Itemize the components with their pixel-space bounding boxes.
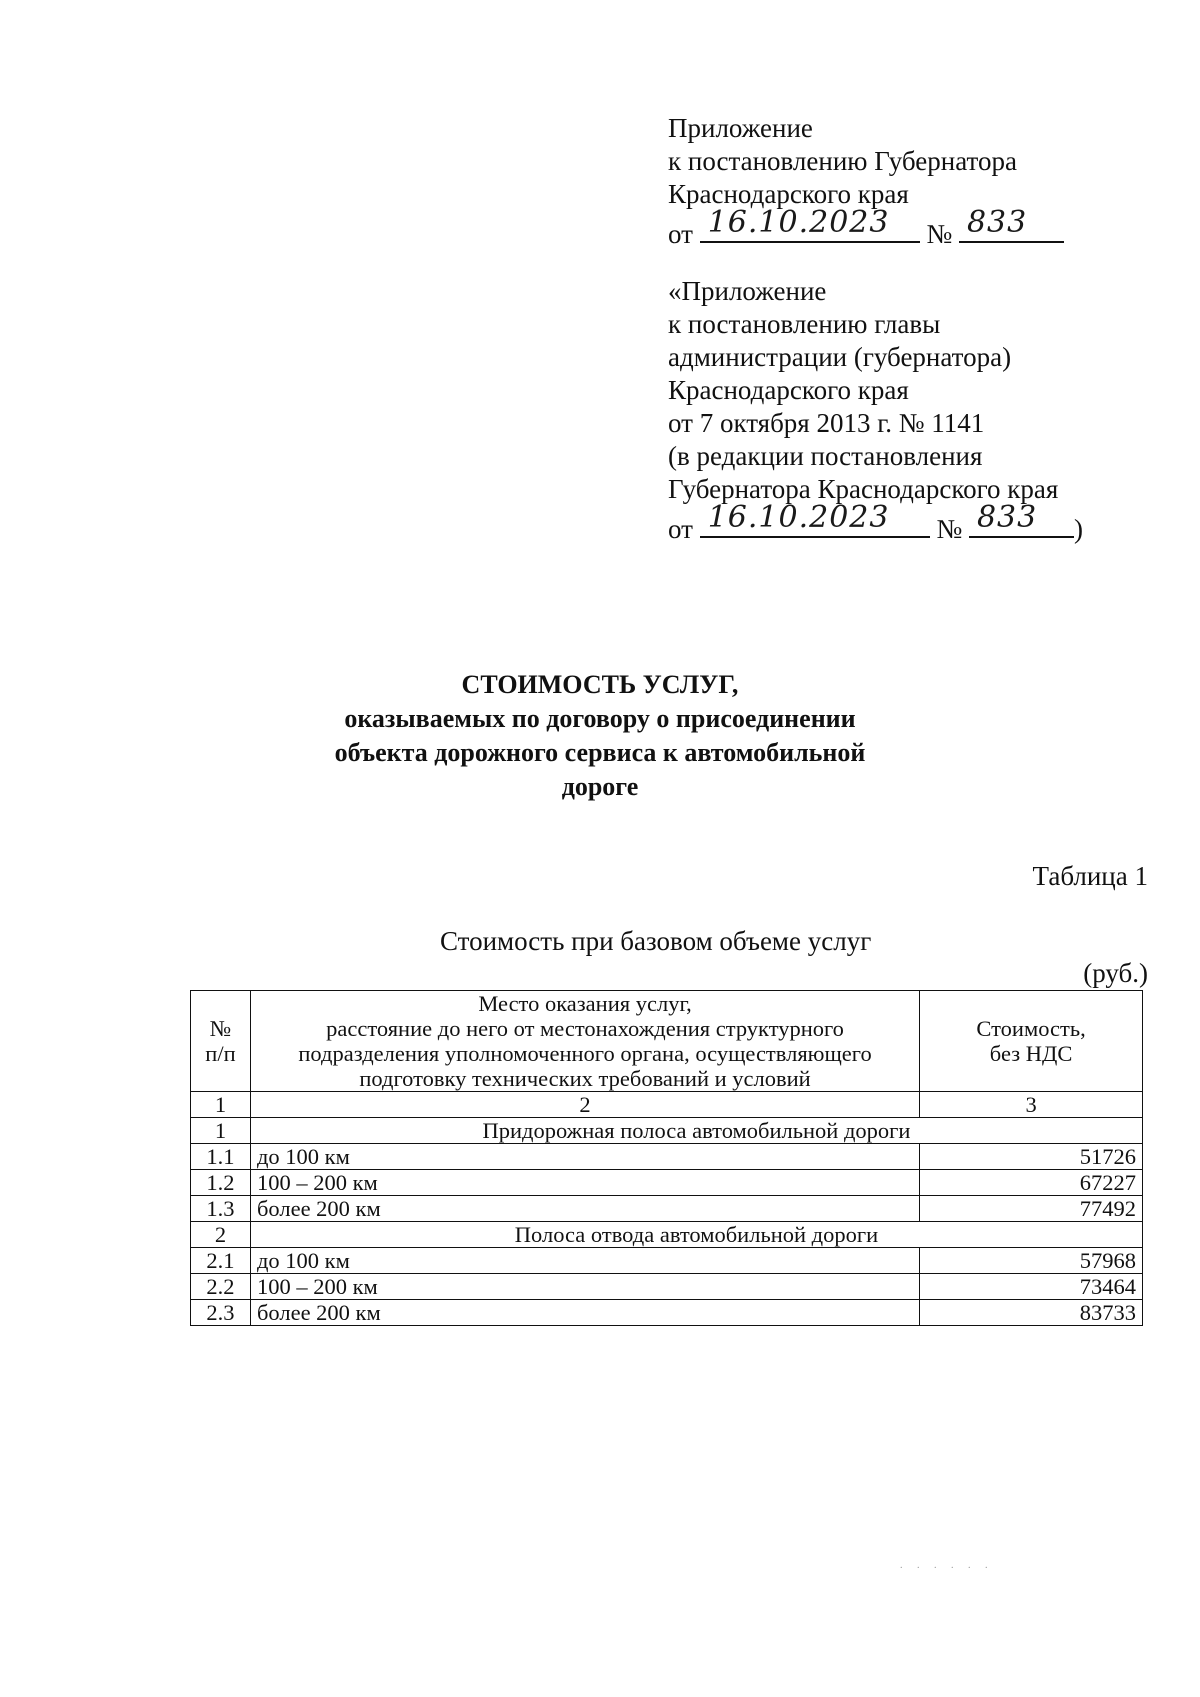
header-num: № п/п — [191, 991, 251, 1092]
column-number: 3 — [920, 1092, 1143, 1118]
appendix-line: администрации (губернатора) — [668, 342, 1012, 372]
table-row — [191, 1274, 1143, 1300]
table-row — [191, 1196, 1143, 1222]
header-cost: Стоимость, без НДС — [920, 991, 1143, 1092]
row-cost: 77492 — [920, 1196, 1143, 1222]
row-number: 2.3 — [191, 1300, 251, 1326]
number-underline — [959, 205, 1064, 243]
column-numbers-row — [191, 1092, 1143, 1118]
column-number: 2 — [250, 1092, 919, 1118]
table-row — [191, 1248, 1143, 1274]
date-underline — [700, 500, 930, 538]
row-cost: 83733 — [920, 1300, 1143, 1326]
row-cost: 51726 — [920, 1144, 1143, 1170]
row-number: 2.2 — [191, 1274, 251, 1300]
table-caption: Стоимость при базовом объеме услуг — [440, 926, 872, 956]
appendix-line: Губернатора Краснодарского края — [668, 474, 1059, 504]
section-row — [191, 1222, 1143, 1248]
row-place: до 100 км — [250, 1248, 919, 1274]
row-place: 100 – 200 км — [250, 1170, 919, 1196]
table-row — [191, 1300, 1143, 1326]
row-number: 1.2 — [191, 1170, 251, 1196]
row-place: до 100 км — [250, 1144, 919, 1170]
row-place: более 200 км — [250, 1300, 919, 1326]
unit-label: (руб.) — [1083, 958, 1148, 988]
handwritten-date: 16.10.2023 — [707, 500, 890, 535]
row-cost: 57968 — [920, 1248, 1143, 1274]
row-place: более 200 км — [250, 1196, 919, 1222]
column-number: 1 — [191, 1092, 251, 1118]
scan-noise: . . . . . . — [900, 1560, 994, 1571]
appendix-date-line — [668, 500, 1083, 546]
table-header-row — [191, 991, 1143, 1092]
appendix-date-line — [668, 205, 1064, 251]
document-title: СТОИМОСТЬ УСЛУГ, — [461, 670, 739, 699]
cost-table — [190, 990, 1143, 1326]
section-title: Придорожная полоса автомобильной дороги — [250, 1118, 1142, 1144]
section-number: 2 — [191, 1222, 251, 1248]
row-cost: 67227 — [920, 1170, 1143, 1196]
date-prefix: от — [668, 219, 693, 249]
table-row — [191, 1144, 1143, 1170]
row-number: 1.3 — [191, 1196, 251, 1222]
table-label: Таблица 1 — [1032, 861, 1148, 891]
row-number: 2.1 — [191, 1248, 251, 1274]
number-sign: № — [936, 514, 963, 544]
appendix-heading: «Приложение — [668, 276, 827, 306]
document-subtitle-line: дороге — [561, 772, 639, 801]
document-subtitle-line: оказываемых по договору о присоединении — [344, 704, 856, 733]
appendix-line: к постановлению главы — [668, 309, 941, 339]
section-row — [191, 1118, 1143, 1144]
row-cost: 73464 — [920, 1274, 1143, 1300]
closing-paren: ) — [1073, 514, 1083, 544]
table-row — [191, 1170, 1143, 1196]
number-underline — [969, 500, 1074, 538]
appendix-line: от 7 октября 2013 г. № 1141 — [668, 408, 985, 438]
appendix-heading: Приложение — [668, 113, 813, 143]
handwritten-date: 16.10.2023 — [707, 205, 890, 240]
row-number: 1.1 — [191, 1144, 251, 1170]
section-number: 1 — [191, 1118, 251, 1144]
date-underline — [700, 205, 920, 243]
date-prefix: от — [668, 514, 693, 544]
appendix-line: (в редакции постановления — [668, 441, 983, 471]
section-title: Полоса отвода автомобильной дороги — [250, 1222, 1142, 1248]
number-sign: № — [926, 219, 953, 249]
appendix-line: Краснодарского края — [668, 179, 909, 209]
appendix-line: Краснодарского края — [668, 375, 909, 405]
handwritten-number: 833 — [966, 205, 1028, 240]
header-place: Место оказания услуг, расстояние до него от местонахождения структурного подразделения уполномоченного органа, осуществляющего подготовку технических требований и условий — [250, 991, 919, 1092]
row-place: 100 – 200 км — [250, 1274, 919, 1300]
document-subtitle-line: объекта дорожного сервиса к автомобильной — [334, 738, 866, 767]
handwritten-number: 833 — [976, 500, 1038, 535]
appendix-line: к постановлению Губернатора — [668, 146, 1017, 176]
